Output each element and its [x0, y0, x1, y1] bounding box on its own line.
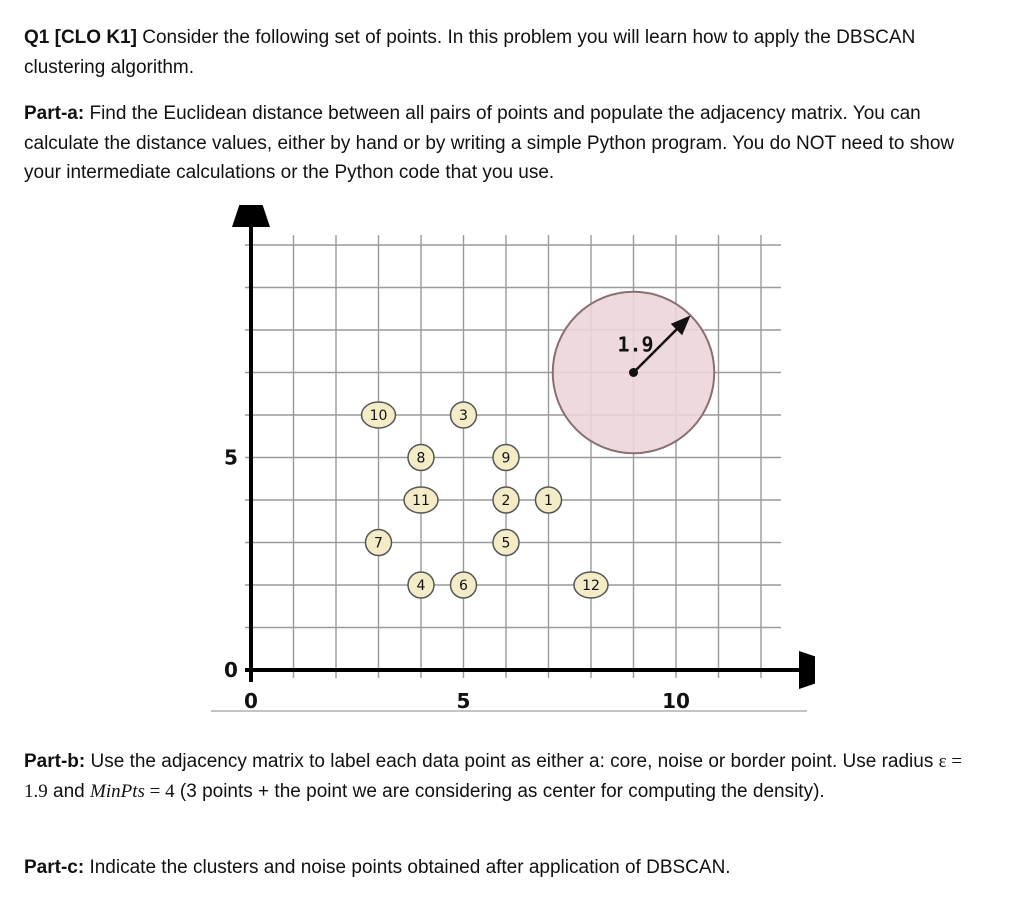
x-tick-label: 0	[244, 689, 258, 713]
point-label: 8	[416, 450, 426, 467]
question-intro	[24, 23, 984, 82]
point-label: 5	[501, 535, 511, 552]
point-6	[451, 572, 477, 598]
part-c-text: Indicate the clusters and noise points obtained after application of DBSCAN.	[84, 857, 731, 878]
dbscan-scatter-plot	[205, 205, 815, 717]
part-b	[24, 747, 984, 806]
point-label: 9	[501, 450, 511, 467]
part-b-text-1: Use the adjacency matrix to label each data point as either a: core, noise or border point. Use radius	[85, 751, 939, 772]
point-8	[408, 445, 434, 471]
point-12	[574, 572, 608, 598]
point-2	[493, 487, 519, 513]
question-label: Q1 [CLO K1]	[24, 27, 137, 48]
point-1	[536, 487, 562, 513]
part-b-text-3: (3 points + the point we are considering as center for computing the density).	[174, 780, 825, 802]
part-b-text-2: and	[47, 780, 91, 802]
y-tick-label: 5	[224, 445, 238, 470]
point-label: 6	[459, 578, 468, 594]
point-4	[408, 572, 434, 598]
axes	[232, 205, 815, 689]
minpts-name: MinPts	[90, 780, 145, 802]
point-label: 7	[374, 535, 383, 552]
part-a-label: Part-a:	[24, 103, 85, 124]
point-label: 12	[582, 578, 600, 594]
point-label: 4	[416, 578, 426, 594]
question-text: Consider the following set of points. In this problem you will learn how to apply the DBSCAN clustering algorithm.	[24, 27, 916, 78]
point-label: 10	[369, 408, 388, 424]
part-b-label: Part-b:	[24, 751, 86, 772]
part-c-label: Part-c:	[24, 857, 85, 878]
part-c	[24, 853, 984, 883]
minpts-value: = 4	[144, 780, 175, 802]
y-axis-arrowhead	[232, 205, 270, 227]
point-label: 1	[544, 493, 553, 509]
point-11	[404, 487, 438, 513]
part-a-text: Find the Euclidean distance between all pairs of points and populate the adjacency matrix. You can calculate the distance values, either by hand or by writing a simple Python program. You do NOT need to show your intermediate calculations or the Python code that you use.	[24, 103, 955, 183]
point-9	[493, 445, 519, 471]
radius-label: 1.9	[617, 332, 654, 357]
epsilon-expression: ε = 1.9	[24, 751, 963, 802]
x-axis-arrowhead	[799, 651, 815, 689]
x-tick-label: 5	[456, 689, 471, 713]
x-tick-label: 10	[662, 689, 690, 713]
point-label: 3	[459, 408, 468, 424]
part-a	[24, 99, 984, 188]
point-5	[493, 530, 519, 556]
point-3	[451, 402, 477, 428]
point-label: 11	[412, 493, 430, 509]
y-tick-label: 0	[224, 658, 238, 682]
radius-center-dot	[629, 368, 638, 377]
point-7	[366, 530, 392, 556]
point-10	[362, 402, 396, 428]
point-label: 2	[501, 493, 511, 509]
